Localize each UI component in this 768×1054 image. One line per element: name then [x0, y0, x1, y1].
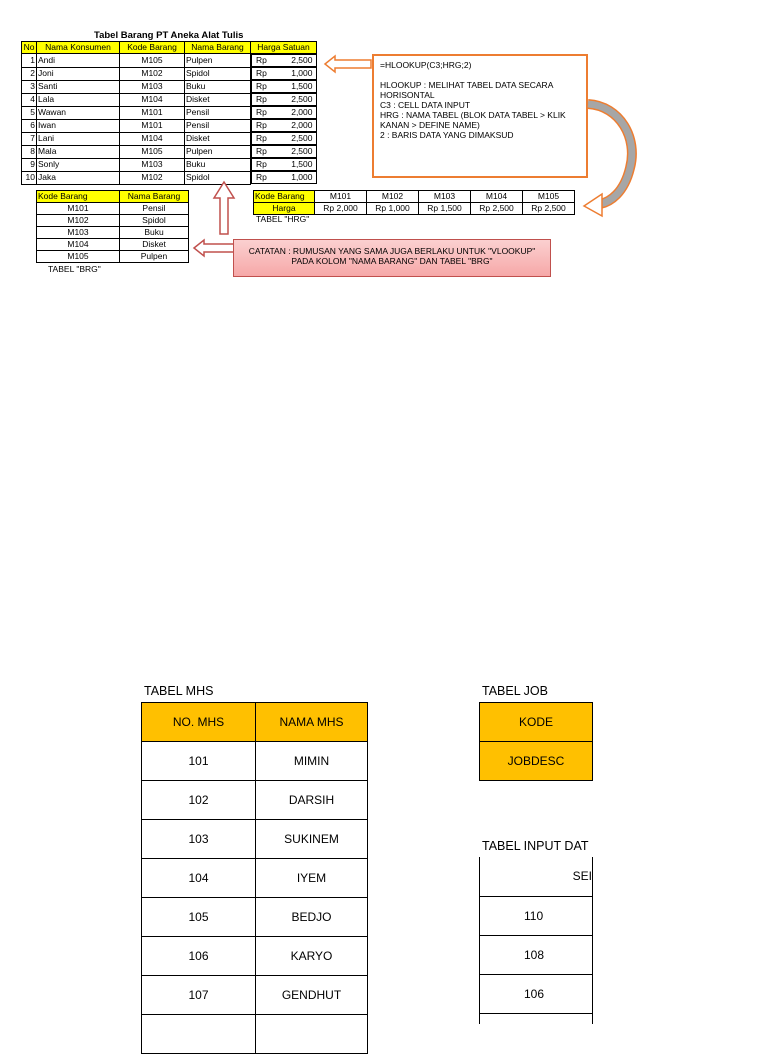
- brg-header-kode: Kode Barang: [37, 191, 120, 203]
- arrow-to-brg-icon: [192, 238, 236, 258]
- main-table-header: [22, 42, 317, 54]
- row-kode-barang: M105: [120, 54, 185, 68]
- table-row: [142, 1015, 368, 1054]
- row-kode-barang: M102: [120, 171, 185, 184]
- brg-table: [36, 190, 189, 263]
- table-row: [142, 742, 368, 781]
- arrow-to-note-icon: [323, 54, 373, 74]
- currency-label: Rp: [256, 146, 267, 156]
- input-table-clip: [479, 857, 593, 1024]
- hrg-row-label: Kode Barang: [254, 191, 315, 203]
- note-formula: =HLOOKUP(C3;HRG;2): [380, 60, 472, 70]
- note-line: HRG : NAMA TABEL (BLOK DATA TABEL > KLIK KANAN > DEFINE NAME): [380, 110, 566, 130]
- row-no: 5: [22, 106, 37, 119]
- table-row: [142, 781, 368, 820]
- row-kode-barang: M104: [120, 132, 185, 145]
- table-row: [37, 251, 189, 263]
- mhs-no-cell: 105: [142, 898, 256, 937]
- note-line: 2 : BARIS DATA YANG DIMAKSUD: [380, 130, 514, 140]
- row-nama-konsumen: Andi: [37, 54, 120, 68]
- hrg-code-row: [254, 191, 575, 203]
- table-row: [22, 145, 317, 158]
- row-no: 2: [22, 67, 37, 80]
- row-harga-satuan: [251, 119, 317, 132]
- mhs-table-label: TABEL MHS: [144, 684, 214, 698]
- table-row: [480, 1013, 593, 1024]
- row-no: 10: [22, 171, 37, 184]
- row-no: 6: [22, 119, 37, 132]
- mhs-no-cell: 101: [142, 742, 256, 781]
- price-value: 1,500: [291, 81, 313, 91]
- row-nama-barang: Disket: [185, 93, 251, 106]
- table-row: [22, 54, 317, 68]
- row-no: 9: [22, 158, 37, 171]
- row-nama-konsumen: Joni: [37, 67, 120, 80]
- row-nama-barang: Pulpen: [185, 54, 251, 68]
- price-value: 2,000: [291, 107, 313, 117]
- input-header: [480, 857, 593, 896]
- row-nama-konsumen: Sonly: [37, 158, 120, 171]
- row-kode-barang: M103: [120, 80, 185, 93]
- table-row: [22, 93, 317, 106]
- catatan-note-box: [233, 239, 551, 277]
- row-harga-satuan: [251, 54, 317, 67]
- row-no: 7: [22, 132, 37, 145]
- mhs-header: [142, 703, 368, 742]
- price-value: 2,500: [291, 146, 313, 156]
- row-nama-konsumen: Iwan: [37, 119, 120, 132]
- table-row: [142, 898, 368, 937]
- job-kode-cell: KODE: [480, 703, 593, 742]
- table-row: [37, 215, 189, 227]
- table-row: [22, 158, 317, 171]
- hrg-table-label: TABEL "HRG": [256, 214, 310, 224]
- row-nama-barang: Buku: [185, 80, 251, 93]
- table-row: [142, 937, 368, 976]
- main-table: [21, 41, 317, 185]
- mhs-no-cell: 107: [142, 976, 256, 1015]
- mhs-no-cell: 102: [142, 781, 256, 820]
- brg-header-nama: Nama Barang: [120, 191, 189, 203]
- hrg-price: Rp 1,000: [367, 203, 419, 215]
- curved-arrow-icon: [580, 98, 640, 218]
- currency-label: Rp: [256, 159, 267, 169]
- table-row: [142, 820, 368, 859]
- hrg-code: M105: [523, 191, 575, 203]
- row-nama-konsumen: Lala: [37, 93, 120, 106]
- col-header-no: No: [22, 42, 37, 54]
- col-header-nama-barang: Nama Barang: [185, 42, 251, 54]
- row-nama-barang: Buku: [185, 158, 251, 171]
- price-value: 2,500: [291, 133, 313, 143]
- brg-header: [37, 191, 189, 203]
- hlookup-note-box: [372, 54, 588, 178]
- hrg-price: Rp 2,500: [471, 203, 523, 215]
- table-row: [22, 80, 317, 93]
- row-harga-satuan: [251, 67, 317, 80]
- col-header-nama-konsumen: Nama Konsumen: [37, 42, 120, 54]
- brg-table-label: TABEL "BRG": [48, 264, 101, 274]
- brg-kode-cell: M101: [37, 203, 120, 215]
- row-harga-satuan: [251, 171, 317, 184]
- currency-label: Rp: [256, 94, 267, 104]
- row-nama-barang: Pensil: [185, 106, 251, 119]
- row-kode-barang: M103: [120, 158, 185, 171]
- empty-cell: [256, 1015, 368, 1054]
- row-harga-satuan: [251, 145, 317, 158]
- row-nama-konsumen: Lani: [37, 132, 120, 145]
- hrg-code: M101: [315, 191, 367, 203]
- table-row: [22, 67, 317, 80]
- row-kode-barang: M105: [120, 145, 185, 158]
- note-line: HLOOKUP : MELIHAT TABEL DATA SECARA HORISONTAL: [380, 80, 553, 100]
- hrg-code: M104: [471, 191, 523, 203]
- brg-kode-cell: M102: [37, 215, 120, 227]
- row-nama-barang: Pulpen: [185, 145, 251, 158]
- catatan-line: PADA KOLOM "NAMA BARANG" DAN TABEL "BRG": [291, 256, 493, 266]
- mhs-no-cell: 104: [142, 859, 256, 898]
- table-row: [22, 106, 317, 119]
- mhs-nama-cell: KARYO: [256, 937, 368, 976]
- row-nama-barang: Spidol: [185, 171, 251, 184]
- price-value: 1,000: [291, 68, 313, 78]
- row-nama-konsumen: Jaka: [37, 171, 120, 184]
- input-table: [479, 857, 593, 1024]
- mhs-nama-cell: MIMIN: [256, 742, 368, 781]
- brg-nama-cell: Pensil: [120, 203, 189, 215]
- row-nama-barang: Disket: [185, 132, 251, 145]
- row-no: 8: [22, 145, 37, 158]
- input-header-cell: SEI: [480, 857, 593, 896]
- col-header-kode-barang: Kode Barang: [120, 42, 185, 54]
- mhs-nama-cell: BEDJO: [256, 898, 368, 937]
- empty-cell: [480, 1013, 593, 1024]
- hrg-price-row: [254, 203, 575, 215]
- row-harga-satuan: [251, 93, 317, 106]
- hrg-table: [253, 190, 575, 215]
- row-kode-barang: M104: [120, 93, 185, 106]
- job-row: [480, 742, 593, 781]
- brg-nama-cell: Spidol: [120, 215, 189, 227]
- row-nama-konsumen: Wawan: [37, 106, 120, 119]
- hrg-price: Rp 2,000: [315, 203, 367, 215]
- job-row: [480, 703, 593, 742]
- price-value: 1,000: [291, 172, 313, 182]
- table-row: [22, 171, 317, 184]
- currency-label: Rp: [256, 120, 267, 130]
- row-no: 3: [22, 80, 37, 93]
- hrg-code: M103: [419, 191, 471, 203]
- table-row: [142, 976, 368, 1015]
- currency-label: Rp: [256, 81, 267, 91]
- hrg-code: M102: [367, 191, 419, 203]
- row-harga-satuan: [251, 80, 317, 93]
- mhs-no-cell: 103: [142, 820, 256, 859]
- brg-nama-cell: Buku: [120, 227, 189, 239]
- brg-kode-cell: M103: [37, 227, 120, 239]
- price-value: 2,500: [291, 55, 313, 65]
- job-jobdesc-cell: JOBDESC: [480, 742, 593, 781]
- empty-cell: [142, 1015, 256, 1054]
- job-table-clip: [479, 702, 593, 782]
- table-row: [22, 132, 317, 145]
- table-row: [480, 935, 593, 974]
- table-row: [37, 239, 189, 251]
- input-code-cell: 106: [480, 974, 593, 1013]
- mhs-nama-cell: GENDHUT: [256, 976, 368, 1015]
- arrow-up-icon: [212, 180, 236, 236]
- row-kode-barang: M101: [120, 119, 185, 132]
- input-code-cell: 110: [480, 896, 593, 935]
- currency-label: Rp: [256, 172, 267, 182]
- table-row: [480, 974, 593, 1013]
- col-header-harga-satuan: Harga Satuan: [251, 42, 317, 54]
- table-row: [480, 896, 593, 935]
- sheet-title: Tabel Barang PT Aneka Alat Tulis: [94, 30, 244, 41]
- row-kode-barang: M102: [120, 67, 185, 80]
- price-value: 2,500: [291, 94, 313, 104]
- currency-label: Rp: [256, 68, 267, 78]
- brg-kode-cell: M105: [37, 251, 120, 263]
- price-value: 1,500: [291, 159, 313, 169]
- row-nama-konsumen: Mala: [37, 145, 120, 158]
- row-nama-konsumen: Santi: [37, 80, 120, 93]
- mhs-table: [141, 702, 368, 1054]
- hrg-price: Rp 2,500: [523, 203, 575, 215]
- row-nama-barang: Pensil: [185, 119, 251, 132]
- table-row: [22, 119, 317, 132]
- input-code-cell: 108: [480, 935, 593, 974]
- row-no: 4: [22, 93, 37, 106]
- brg-nama-cell: Disket: [120, 239, 189, 251]
- catatan-line: CATATAN : RUMUSAN YANG SAMA JUGA BERLAKU UNTUK "VLOOKUP": [248, 246, 536, 256]
- currency-label: Rp: [256, 107, 267, 117]
- brg-kode-cell: M104: [37, 239, 120, 251]
- mhs-nama-cell: IYEM: [256, 859, 368, 898]
- row-no: 1: [22, 54, 37, 68]
- row-harga-satuan: [251, 158, 317, 171]
- mhs-no-cell: 106: [142, 937, 256, 976]
- mhs-nama-cell: DARSIH: [256, 781, 368, 820]
- row-harga-satuan: [251, 132, 317, 145]
- row-nama-barang: Spidol: [185, 67, 251, 80]
- mhs-header-nama: NAMA MHS: [256, 703, 368, 742]
- currency-label: Rp: [256, 55, 267, 65]
- table-row: [37, 227, 189, 239]
- table-row: [142, 859, 368, 898]
- mhs-nama-cell: SUKINEM: [256, 820, 368, 859]
- note-line: C3 : CELL DATA INPUT: [380, 100, 471, 110]
- hrg-price: Rp 1,500: [419, 203, 471, 215]
- brg-nama-cell: Pulpen: [120, 251, 189, 263]
- row-kode-barang: M101: [120, 106, 185, 119]
- table-row: [37, 203, 189, 215]
- row-harga-satuan: [251, 106, 317, 119]
- input-table-label: TABEL INPUT DAT: [482, 839, 589, 853]
- job-table-label: TABEL JOB: [482, 684, 548, 698]
- job-table: [479, 702, 593, 781]
- hrg-row-label: Harga: [254, 203, 315, 215]
- currency-label: Rp: [256, 133, 267, 143]
- mhs-header-no: NO. MHS: [142, 703, 256, 742]
- price-value: 2,000: [291, 120, 313, 130]
